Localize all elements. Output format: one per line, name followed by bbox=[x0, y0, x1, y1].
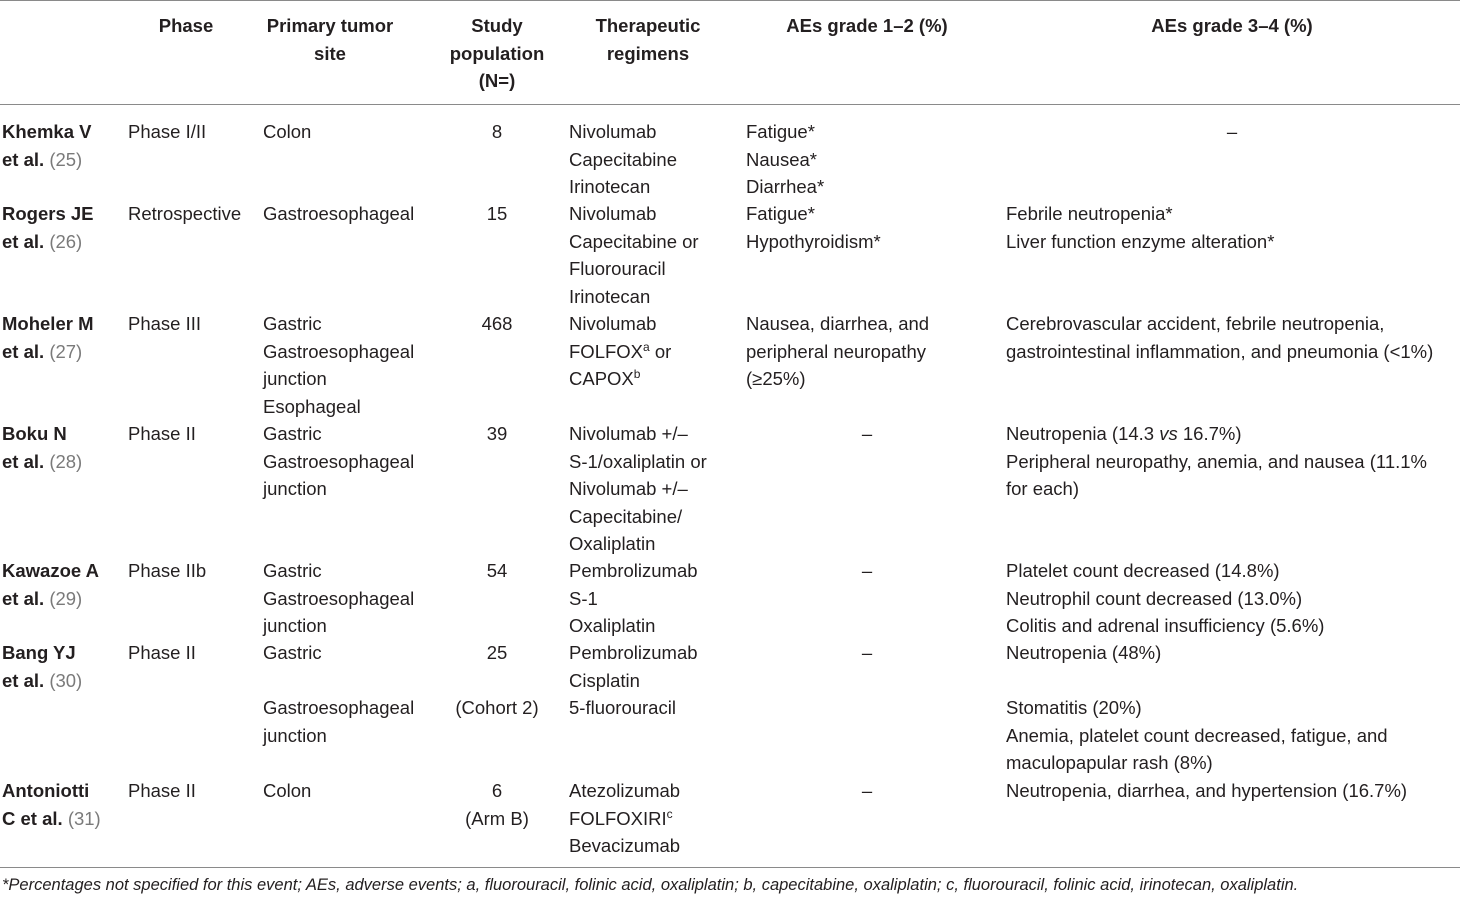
table-row-author bbox=[2, 200, 94, 255]
reference-link[interactable]: (26) bbox=[49, 230, 83, 252]
table-row-author bbox=[2, 420, 82, 475]
row-ae34: – bbox=[1226, 121, 1238, 142]
row-ae34: Neutropenia (14.3 vs 16.7%) Peripheral neuropathy, anemia, and nausea (11.1% for each) bbox=[1006, 423, 1427, 499]
row-ae12: Nausea, diarrhea, and peripheral neuropathy (≥25%) bbox=[746, 313, 930, 389]
header-pop-line: Study bbox=[471, 15, 523, 36]
table-top-rule bbox=[0, 0, 1460, 1]
table-row-author bbox=[2, 557, 99, 612]
reference-link[interactable]: (25) bbox=[49, 148, 83, 170]
author-name: Rogers JE bbox=[2, 203, 94, 224]
row-ae34: Cerebrovascular accident, febrile neutropenia, gastrointestinal inflammation, and pneumonia (<1%) bbox=[1006, 313, 1434, 362]
row-ae34: Platelet count decreased (14.8%) Neutrophil count decreased (13.0%) Colitis and adrenal insufficiency (5.6%) bbox=[1006, 560, 1325, 636]
header-site-line: Primary tumor bbox=[266, 15, 394, 36]
row-site: Colon bbox=[263, 780, 312, 801]
row-ae34: Neutropenia (48%) Stomatitis (20%) Anemia, platelet count decreased, fatigue, and maculopapular rash (8%) bbox=[1006, 642, 1388, 773]
header-study-population bbox=[437, 12, 557, 95]
reference-link[interactable]: (28) bbox=[49, 450, 83, 472]
author-etal: et al. bbox=[2, 587, 45, 609]
row-phase: Phase II bbox=[128, 780, 196, 801]
author-name: Moheler M bbox=[2, 313, 94, 334]
header-therapeutic-regimens bbox=[578, 12, 718, 67]
row-ae12: – bbox=[861, 780, 873, 801]
table-row-author bbox=[2, 639, 82, 694]
row-site: Gastric Gastroesophageal junction Esophageal bbox=[263, 313, 415, 417]
header-pop-line: population bbox=[449, 42, 545, 64]
author-etal: C et al. bbox=[2, 807, 63, 829]
row-ae12: Fatigue* Nausea* Diarrhea* bbox=[746, 121, 825, 197]
row-population: 54 bbox=[486, 560, 508, 581]
author-name: Bang YJ bbox=[2, 642, 76, 663]
header-reg-line: Therapeutic bbox=[595, 15, 701, 36]
header-aes-grade-3-4: AEs grade 3–4 (%) bbox=[1151, 15, 1313, 36]
header-phase: Phase bbox=[158, 15, 214, 36]
row-population: 6 (Arm B) bbox=[465, 780, 529, 829]
reference-link[interactable]: (31) bbox=[67, 807, 101, 829]
table-row-author bbox=[2, 118, 91, 173]
reference-link[interactable]: (29) bbox=[49, 587, 83, 609]
row-ae12: – bbox=[861, 642, 873, 663]
author-etal: et al. bbox=[2, 340, 45, 362]
row-site: Gastric Gastroesophageal junction bbox=[263, 560, 415, 636]
row-population: 8 bbox=[491, 121, 503, 142]
row-population: 15 bbox=[486, 203, 508, 224]
row-site: Gastroesophageal bbox=[263, 203, 415, 224]
row-site: Gastric Gastroesophageal junction bbox=[263, 642, 415, 746]
row-phase: Phase III bbox=[128, 313, 202, 334]
header-reg-line: regimens bbox=[606, 42, 690, 64]
row-phase: Phase IIb bbox=[128, 560, 207, 581]
header-site-line: site bbox=[314, 42, 346, 64]
author-etal: et al. bbox=[2, 450, 45, 472]
table-bottom-rule bbox=[0, 867, 1460, 868]
row-population: 25 (Cohort 2) bbox=[455, 642, 539, 718]
row-regimens: Pembrolizumab Cisplatin 5-fluorouracil bbox=[569, 642, 698, 718]
author-etal: et al. bbox=[2, 669, 45, 691]
row-ae12: – bbox=[861, 560, 873, 581]
reference-link[interactable]: (30) bbox=[49, 669, 83, 691]
row-regimens: Nivolumab Capecitabine or Fluorouracil Irinotecan bbox=[569, 203, 699, 307]
row-regimens: Nivolumab Capecitabine Irinotecan bbox=[569, 121, 677, 197]
row-ae34: Neutropenia, diarrhea, and hypertension (16.7%) bbox=[1006, 780, 1408, 801]
row-phase: Phase II bbox=[128, 423, 196, 444]
table-row-author bbox=[2, 777, 101, 832]
author-etal: et al. bbox=[2, 148, 45, 170]
author-name: Kawazoe A bbox=[2, 560, 99, 581]
row-regimens: Atezolizumab FOLFOXIRI$^c$ Bevacizumab bbox=[569, 780, 681, 856]
table-footnote: *Percentages not specified for this event; AEs, adverse events; a, fluorouracil, folinic acid, oxaliplatin; b, capecitabine, oxaliplatin; c, fluorouracil, folinic acid, irinotecan, oxaliplatin. bbox=[2, 876, 1299, 894]
row-ae34: Febrile neutropenia* Liver function enzyme alteration* bbox=[1006, 203, 1275, 252]
row-population: 468 bbox=[481, 313, 513, 334]
row-phase: Phase II bbox=[128, 642, 196, 663]
row-regimens: Pembrolizumab S-1 Oxaliplatin bbox=[569, 560, 698, 636]
row-regimens: Nivolumab +/– S-1/oxaliplatin or Nivolumab +/– Capecitabine/ Oxaliplatin bbox=[569, 423, 707, 554]
row-site: Gastric Gastroesophageal junction bbox=[263, 423, 415, 499]
author-name: Boku N bbox=[2, 423, 67, 444]
table-row-author bbox=[2, 310, 93, 365]
header-bottom-rule bbox=[0, 104, 1460, 105]
row-site: Colon bbox=[263, 121, 312, 142]
author-etal: et al. bbox=[2, 230, 45, 252]
row-ae12: – bbox=[861, 423, 873, 444]
header-primary-tumor-site bbox=[250, 12, 410, 67]
author-name: Khemka V bbox=[2, 121, 92, 142]
row-population: 39 bbox=[486, 423, 508, 444]
row-regimens: Nivolumab FOLFOX$^a$ or CAPOX$^b$ bbox=[569, 313, 672, 389]
header-pop-line: (N=) bbox=[478, 70, 516, 91]
row-ae12: Fatigue* Hypothyroidism* bbox=[746, 203, 881, 252]
row-phase: Retrospective bbox=[128, 203, 242, 224]
author-name: Antoniotti bbox=[2, 780, 90, 801]
row-phase: Phase I/II bbox=[128, 121, 207, 142]
header-aes-grade-1-2: AEs grade 1–2 (%) bbox=[786, 15, 948, 36]
reference-link[interactable]: (27) bbox=[49, 340, 83, 362]
